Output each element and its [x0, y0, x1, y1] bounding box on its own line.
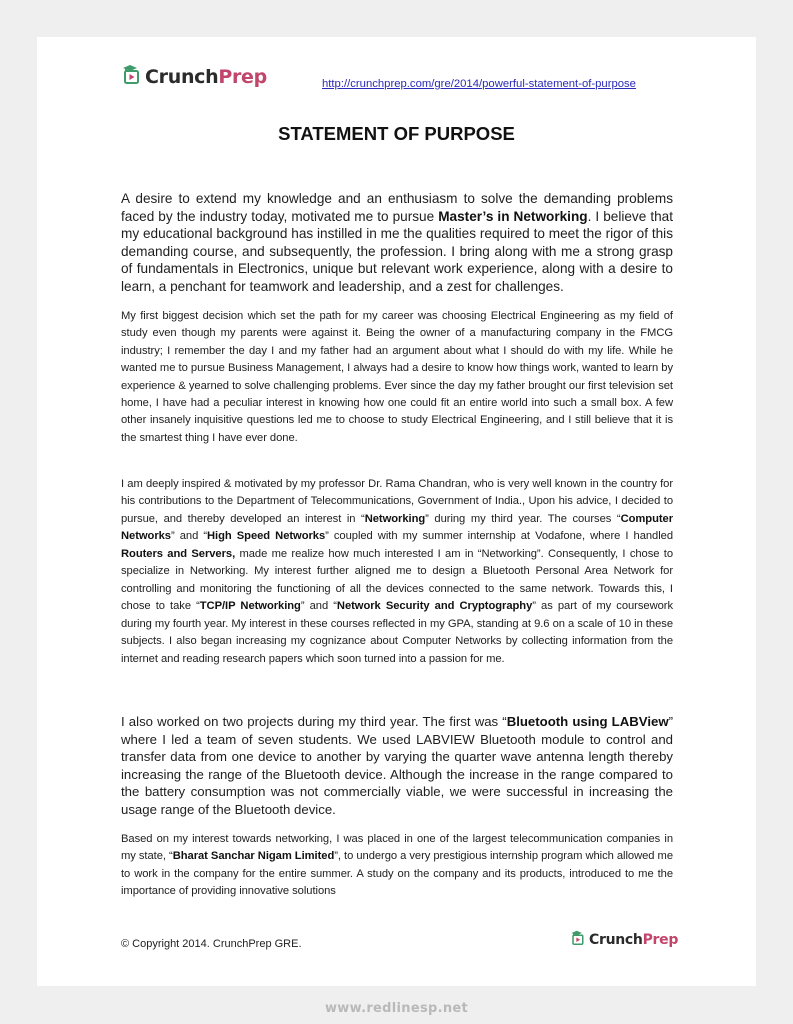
text-run: . I believe that my educational background has instilled in me the qualities required to meet the rigor of this demanding course, and subsequently, the profession. I bring along with me a strong grasp of fundamentals in Electronics, unique but relevant work experience, along with a desire to learn, a penchant for teamwork and leadership, and a zest for challenges.: [121, 208, 674, 294]
emphasized-text: Master’s in Networking: [438, 208, 588, 224]
article-url-link[interactable]: http://crunchprep.com/gre/2014/powerful-statement-of-purpose: [322, 78, 636, 90]
emphasized-text: Bluetooth using LABView: [506, 714, 669, 729]
emphasized-text: Bharat Sanchar Nigam Limited: [172, 850, 335, 863]
text-run: ” as part of my coursework during my fourth year. My interest in these courses reflected in my GPA, standing at 9.6 on a scale of 10 in these subjects. I also began increasing my cognizance about Computer Networks by collecting information from the internet and reading research papers which soon turned into a passion for me.: [121, 600, 673, 665]
text-run: ” and “: [170, 530, 208, 543]
emphasized-text: High Speed Networks: [207, 530, 326, 543]
paragraph-intro: [121, 190, 673, 296]
emphasized-text: Computer Networks: [121, 512, 674, 543]
logo-text-prep: Prep: [218, 65, 267, 88]
text-run: ” during my third year. The courses “: [425, 512, 621, 525]
emphasized-text: TCP/IP Networking: [199, 600, 301, 613]
text-run: I am deeply inspired & motivated by my professor Dr. Rama Chandran, who is very well known in the country for his contributions to the Department of Telecommunications, Government of India., Upon his advice, I decided to pursue, and thereby developed an interest in “: [121, 478, 673, 525]
graduation-cap-video-icon: [570, 930, 585, 949]
watermark: www.redlinesp.net: [324, 1001, 469, 1016]
logo-text-prep: Prep: [642, 931, 679, 948]
text-run: ” coupled with my summer internship at Vodafone, where I handled: [325, 530, 674, 543]
logo-text-crunch: Crunch: [589, 931, 643, 948]
graduation-cap-video-icon: [121, 64, 141, 89]
emphasized-text: Networking: [364, 512, 426, 525]
text-run: A desire to extend my knowledge and an enthusiasm to solve the demanding problems faced by the industry today, motivated me to pursue: [121, 191, 673, 224]
text-run: ” and “: [300, 600, 337, 613]
paragraph-internship: [121, 831, 673, 901]
crunchprep-logo-footer[interactable]: [570, 930, 678, 949]
text-run: Based on my interest towards networking, I was placed in one of the largest telecommunication companies in my state, “: [121, 833, 673, 863]
text-run: I also worked on two projects during my third year. The first was “: [121, 714, 507, 729]
emphasized-text: Network Security and Cryptography: [336, 600, 533, 613]
text-run: ”, to undergo a very prestigious internship program which allowed me to work in the company for the entire summer. A study on the company and its products, introduced to me the importance of providing innovative solutions: [121, 850, 673, 898]
text-run: ” where I led a team of seven students. We used LABVIEW Bluetooth module to control and transfer data from one device to another by varying the quarter wave antenna length thereby increasing the range of the Bluetooth device. Although the increase in the range compared to the battery consumption was not commercially viable, we were successful in increasing the usage range of the Bluetooth device.: [121, 714, 673, 817]
page-title: STATEMENT OF PURPOSE: [278, 123, 515, 144]
text-run: made me realize how much interested I am in “Networking”. Consequently, I chose to specialize in Networking. My interest further aligned me to design a Bluetooth Personal Area Network for controlling and monitoring the functioning of all the devices connected to the same network. Towards this, I chose to take “: [121, 547, 674, 613]
text-run: My first biggest decision which set the path for my career was choosing Electrical Engineering as my field of study even though my parents were against it. Being the owner of a manufacturing company in the FMCG industry; I remember the day I and my father had an argument about what I should do with my life. While he wanted me to pursue Business Management, I always had a desire to know how things work, wanted to learn by experience & yearned to solve challenging problems. Ever since the day my father brought our first television set home, I have had a peculiar interest in knowing how one could fit an entire world into such a small box. A few other insanely inquisitive questions led me to choose to study Electrical Engineering, and I still believe that it is the smartest thing I have ever done.: [121, 310, 673, 444]
document-page: [37, 37, 756, 986]
paragraph-career-decision: [121, 308, 673, 447]
logo-text-crunch: Crunch: [145, 65, 219, 88]
copyright-notice: © Copyright 2014. CrunchPrep GRE.: [121, 938, 302, 950]
paragraph-inspiration: [121, 476, 673, 668]
emphasized-text: Routers and Servers,: [121, 547, 236, 560]
paragraph-projects: [121, 713, 673, 818]
crunchprep-logo-header[interactable]: [121, 64, 267, 89]
